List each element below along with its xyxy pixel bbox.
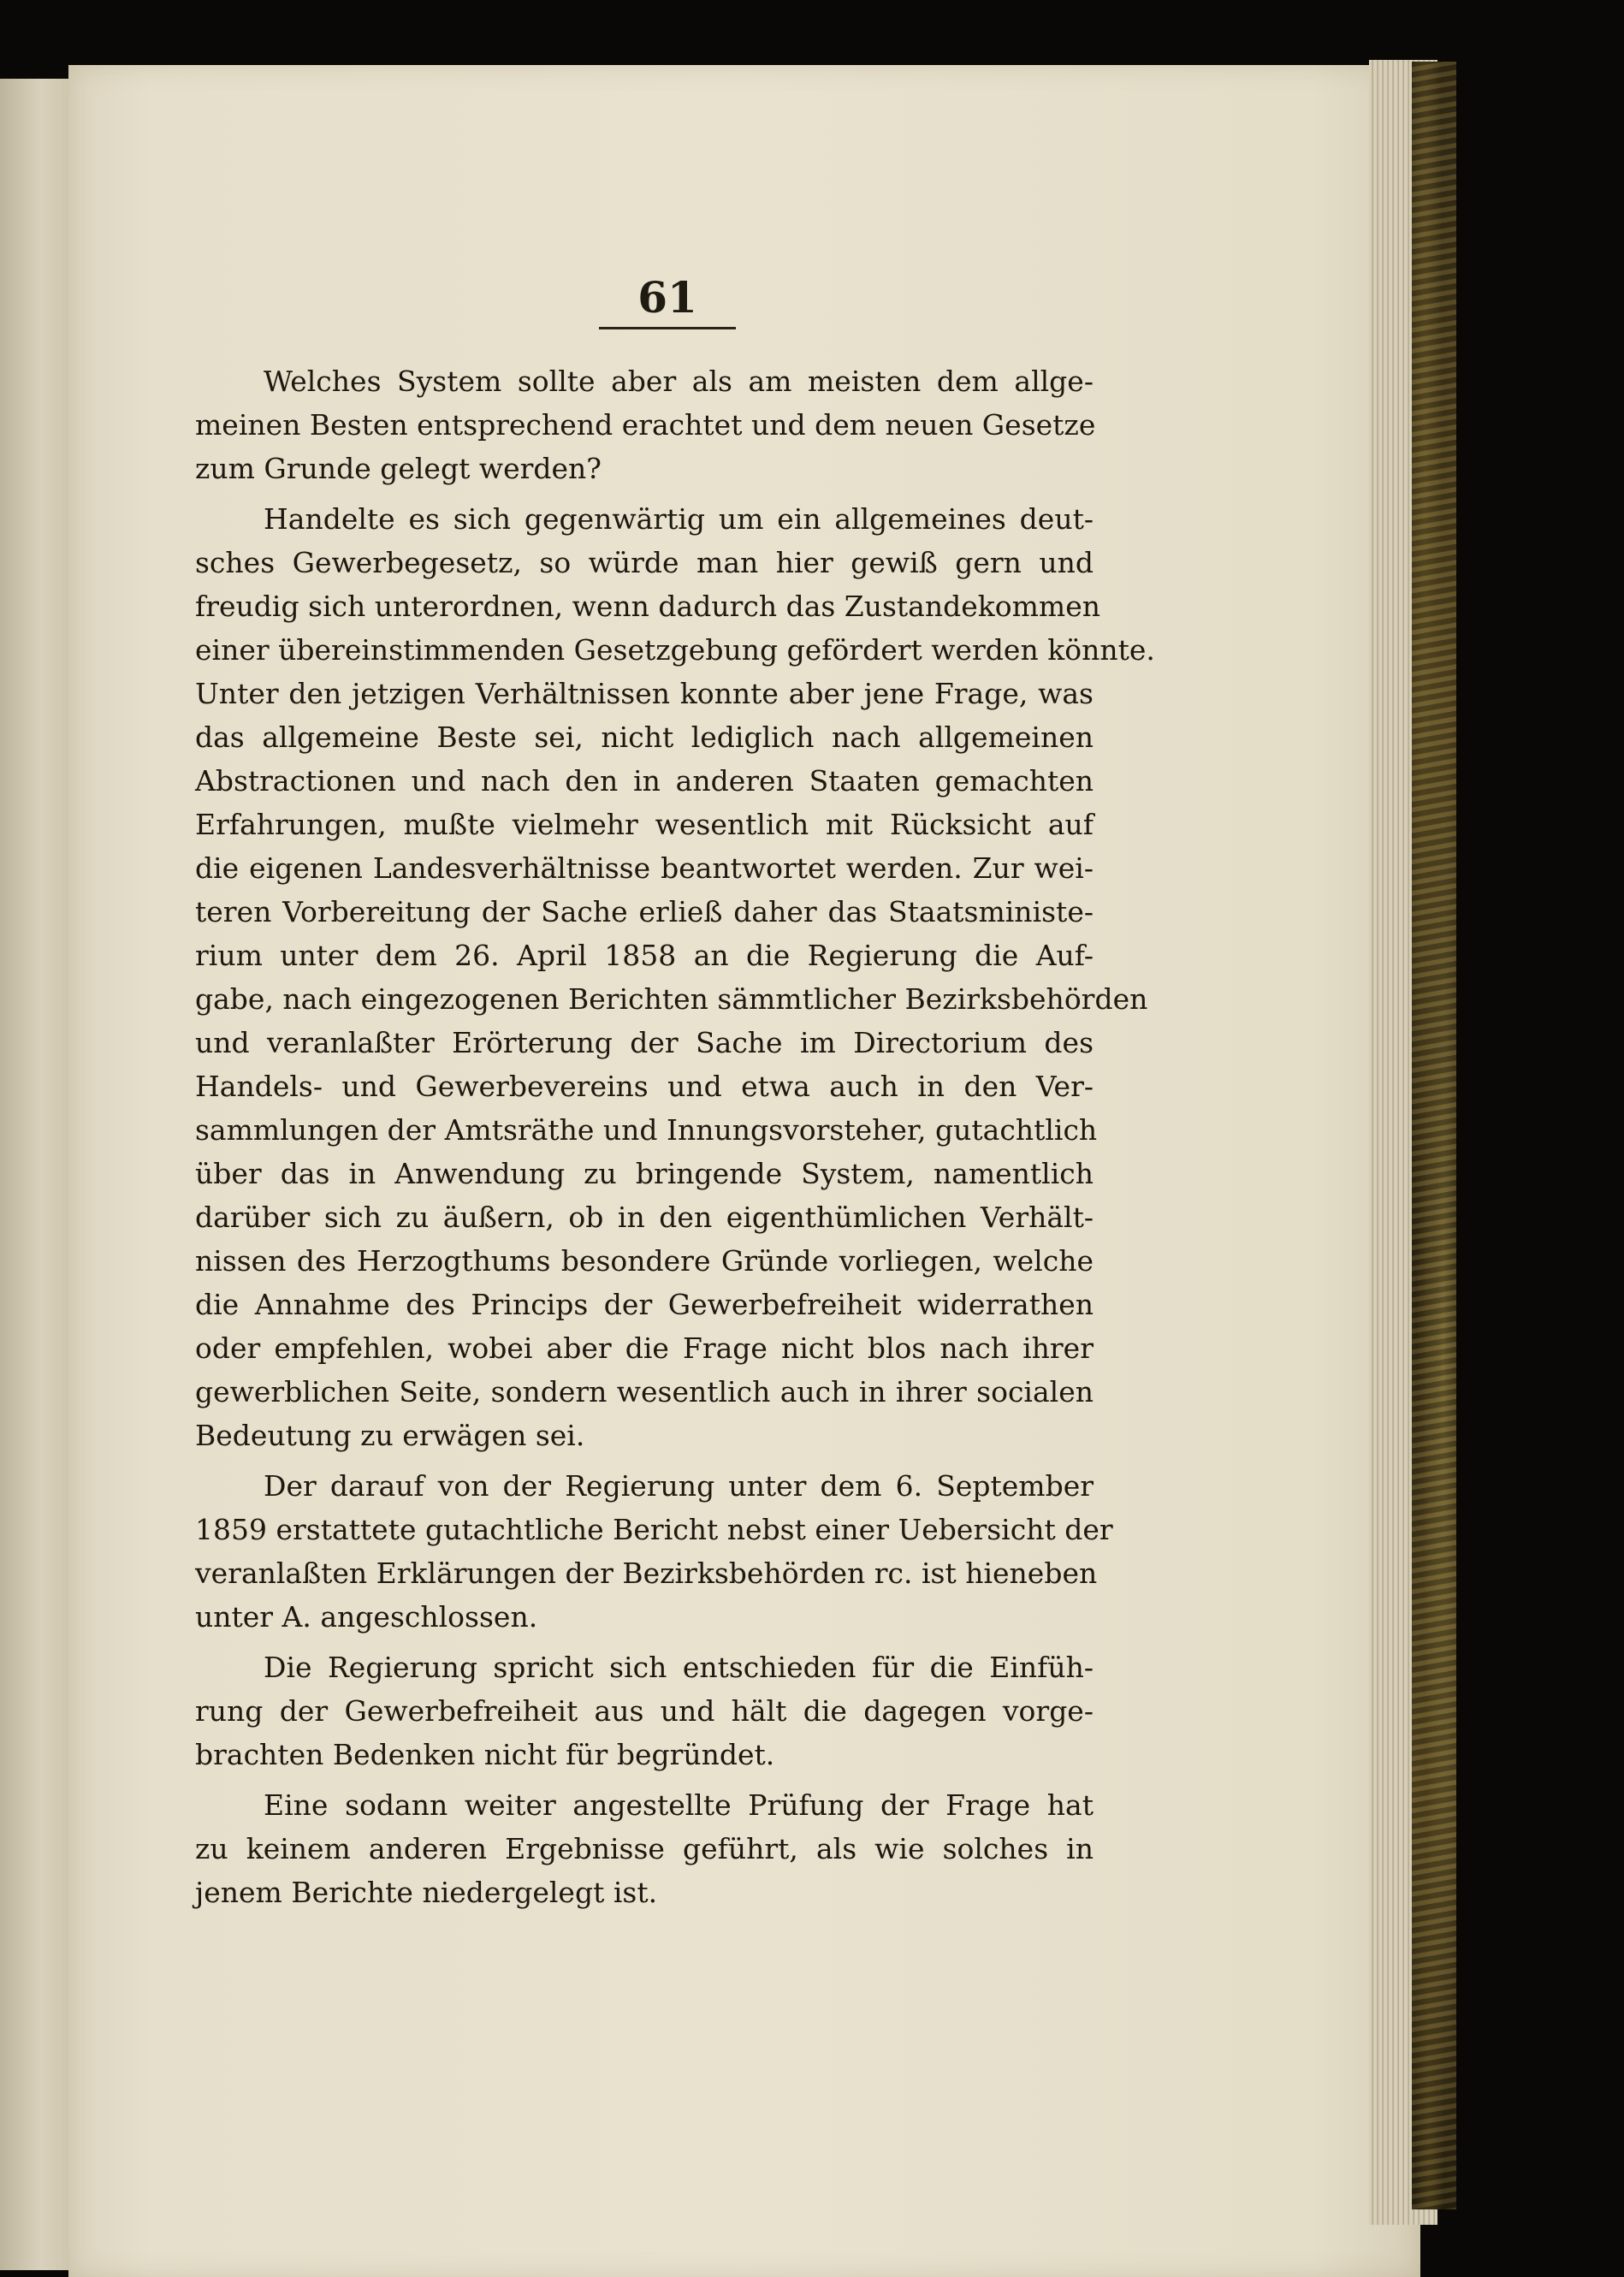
paragraph: [195, 1645, 1094, 1776]
paragraph: [195, 497, 1155, 1457]
text-line: das allgemeine Beste sei, nicht lediglich nach allgemeinen: [195, 720, 1094, 754]
text-line: die Annahme des Princips der Gewerbefreiheit widerrathen: [195, 1288, 1094, 1321]
text-line: Handels- und Gewerbevereins und etwa auch in den Ver-: [195, 1070, 1094, 1103]
text-line: und veranlaßter Erörterung der Sache im Directorium des: [195, 1026, 1094, 1059]
paragraph: [195, 1783, 1094, 1914]
text-line: sches Gewerbegesetz, so würde man hier gewiß gern und: [195, 546, 1094, 579]
text-line: Unter den jetzigen Verhältnissen konnte aber jene Frage, was: [195, 677, 1094, 710]
text-line: unter A. angeschlossen.: [195, 1600, 538, 1634]
text-line: rung der Gewerbefreiheit aus und hält die dagegen vorge-: [195, 1694, 1094, 1728]
text-line: Erfahrungen, mußte vielmehr wesentlich mit Rücksicht auf: [195, 808, 1094, 841]
text-line: sammlungen der Amtsräthe und Innungsvorsteher, gutachtlich: [195, 1113, 1098, 1147]
text-line: Abstractionen und nach den in anderen Staaten gemachten: [195, 764, 1094, 798]
text-line: Bedeutung zu erwägen sei.: [195, 1419, 585, 1452]
paragraph: [195, 1464, 1113, 1639]
text-line: die eigenen Landesverhältnisse beantwortet werden. Zur wei-: [195, 851, 1094, 885]
page-number: 61: [637, 272, 697, 323]
text-line: nissen des Herzogthums besondere Gründe vorliegen, welche: [195, 1244, 1094, 1278]
text-line: über das in Anwendung zu bringende System, namentlich: [195, 1157, 1094, 1190]
page-number-rule: [599, 327, 736, 329]
text-line: brachten Bedenken nicht für begründet.: [195, 1738, 775, 1771]
text-line: darüber sich zu äußern, ob in den eigenthümlichen Verhält-: [195, 1201, 1094, 1234]
text-line: meinen Besten entsprechend erachtet und dem neuen Gesetze: [195, 408, 1096, 442]
paragraph: [195, 359, 1094, 490]
text-line: Eine sodann weiter angestellte Prüfung der Frage hat: [264, 1788, 1094, 1822]
text-line: teren Vorbereitung der Sache erließ daher das Staatsministe-: [195, 895, 1094, 928]
text-line: jenem Berichte niedergelegt ist.: [195, 1876, 658, 1909]
text-line: rium unter dem 26. April 1858 an die Regierung die Auf-: [195, 939, 1094, 972]
text-line: gabe, nach eingezogenen Berichten sämmtlicher Bezirksbehörden: [195, 982, 1148, 1016]
text-line: oder empfehlen, wobei aber die Frage nicht blos nach ihrer: [195, 1331, 1094, 1365]
text-line: freudig sich unterordnen, wenn dadurch das Zustandekommen: [195, 590, 1100, 623]
text-line: gewerblichen Seite, sondern wesentlich auch in ihrer socialen: [195, 1375, 1094, 1408]
text-line: Welches System sollte aber als am meisten dem allge-: [264, 365, 1094, 398]
text-line: veranlaßten Erklärungen der Bezirksbehörden rc. ist hieneben: [195, 1557, 1098, 1590]
body-text: [195, 359, 1155, 1921]
facing-page-edge: [0, 79, 68, 2270]
text-line: Handelte es sich gegenwärtig um ein allgemeines deut-: [264, 502, 1094, 536]
text-line: zum Grunde gelegt werden?: [195, 452, 602, 485]
text-line: zu keinem anderen Ergebnisse geführt, als wie solches in: [195, 1832, 1094, 1865]
text-line: 1859 erstattete gutachtliche Bericht nebst einer Uebersicht der: [195, 1513, 1113, 1546]
text-line: einer übereinstimmenden Gesetzgebung gefördert werden könnte.: [195, 633, 1155, 667]
marbled-cover: [1412, 62, 1456, 2209]
text-line: Die Regierung spricht sich entschieden für die Einfüh-: [264, 1651, 1094, 1684]
text-line: Der darauf von der Regierung unter dem 6. September: [264, 1469, 1094, 1503]
